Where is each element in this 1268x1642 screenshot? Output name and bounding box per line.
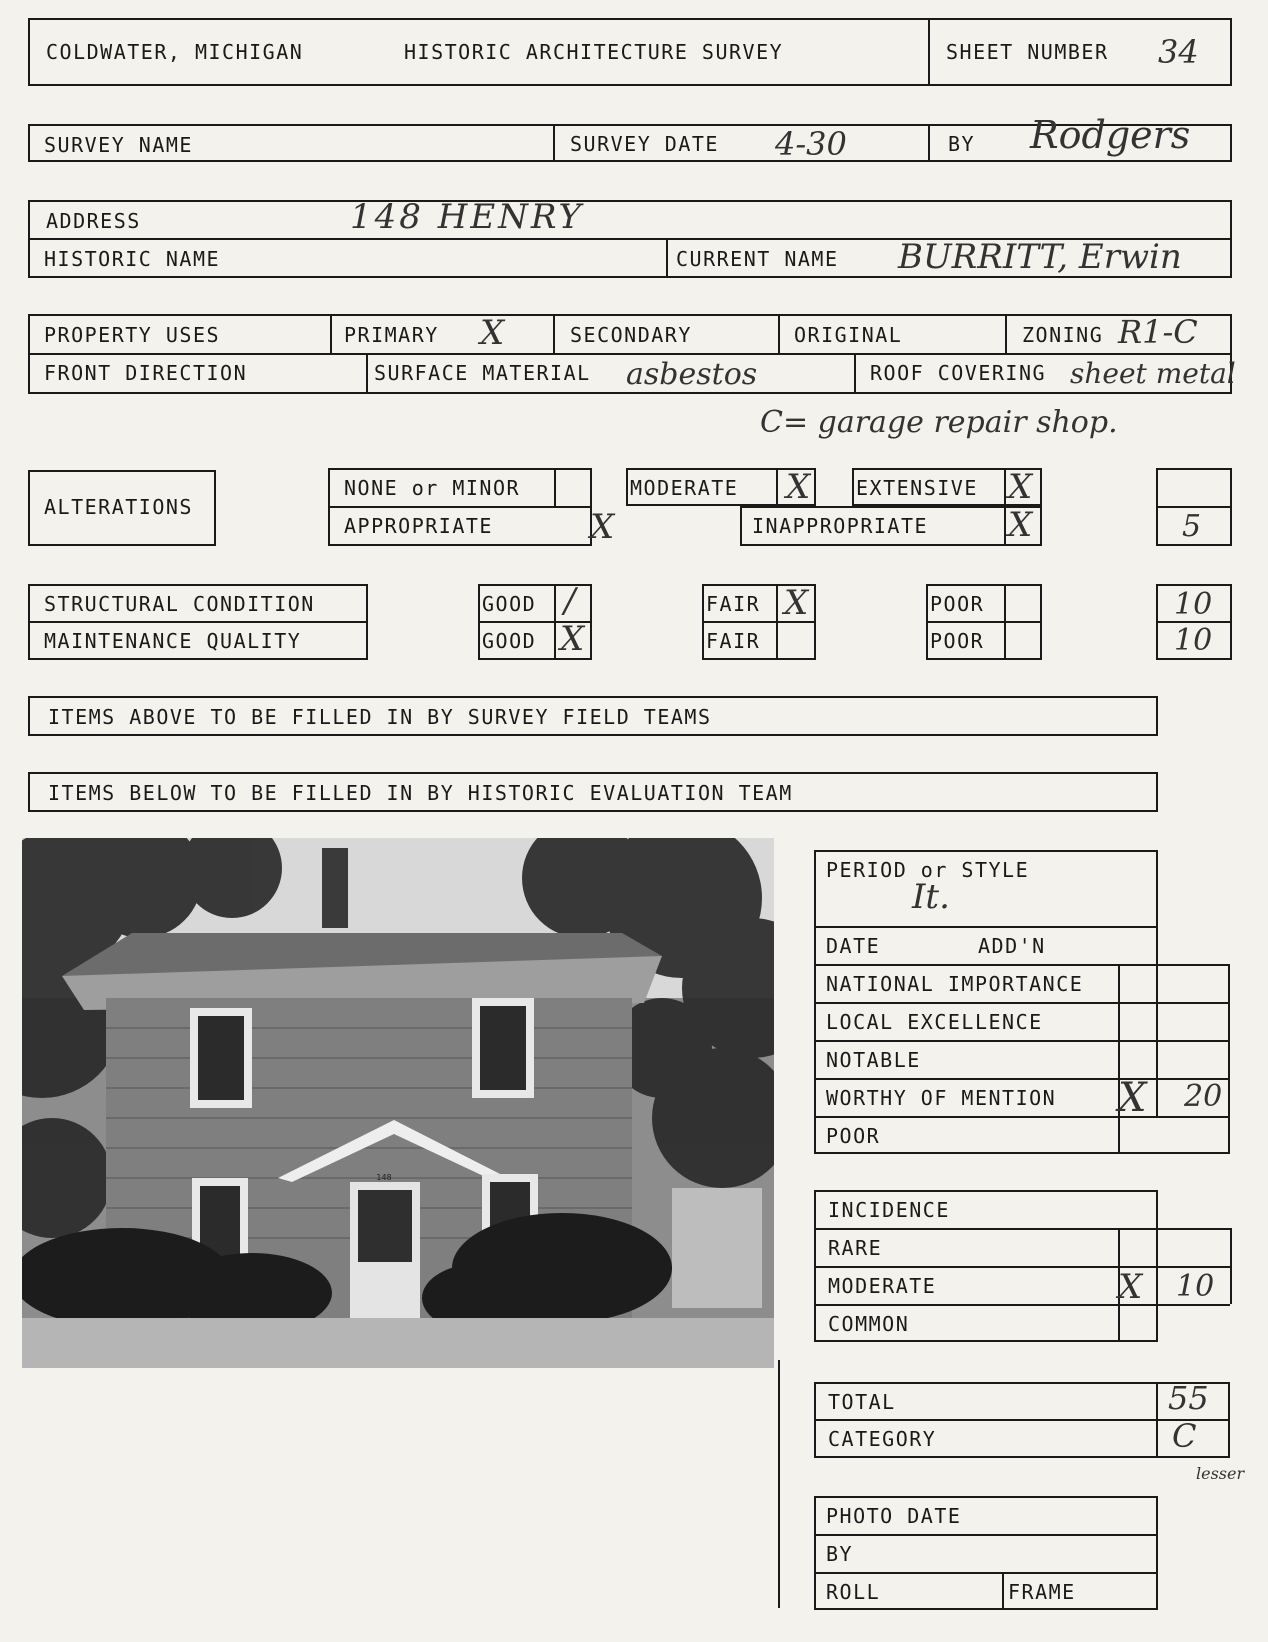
primary-mark: X — [480, 313, 505, 353]
house-number-plate: 148 — [376, 1173, 392, 1182]
worthy-score: 20 — [1184, 1079, 1223, 1114]
extensive-label: EXTENSIVE — [856, 476, 978, 500]
category-label: CATEGORY — [828, 1427, 937, 1451]
moderate-alt-mark: X — [786, 467, 811, 507]
by-label: BY — [948, 132, 976, 156]
eval-col-2 — [1156, 964, 1158, 1116]
maintenance-good-mark: X — [560, 619, 585, 659]
none-minor-label: NONE or MINOR — [344, 476, 521, 500]
eval-row-5 — [814, 1078, 1230, 1080]
house-photo — [22, 838, 774, 1368]
inappropriate-label: INAPPROPRIATE — [752, 514, 929, 538]
category-value: C — [1172, 1417, 1197, 1455]
structural-fair-mark: X — [784, 583, 809, 623]
alterations-score-divider — [1156, 506, 1232, 508]
appropriate-label: APPROPRIATE — [344, 514, 493, 538]
roof-covering-value: sheet metal — [1070, 357, 1236, 390]
zoning-note: C= garage repair shop. — [760, 405, 1118, 440]
alterations-row-divider — [328, 506, 592, 508]
structural-good-mark: / — [564, 581, 576, 621]
eval-open-corner — [1158, 850, 1232, 964]
condition-divider — [28, 621, 368, 623]
eval-row-4 — [814, 1040, 1230, 1042]
sheet-number-label: SHEET NUMBER — [946, 40, 1109, 64]
local-excellence-label: LOCAL EXCELLENCE — [826, 1010, 1043, 1034]
worthy-mark: X — [1118, 1075, 1147, 1121]
addn-label: ADD'N — [978, 934, 1046, 958]
maintenance-good-label: GOOD — [482, 629, 537, 653]
moderate-alt-label: MODERATE — [630, 476, 739, 500]
incidence-label: INCIDENCE — [828, 1198, 950, 1222]
primary-label: PRIMARY — [344, 323, 439, 347]
photo-panel-right-edge — [778, 1360, 780, 1608]
roll-frame-divider — [1002, 1572, 1004, 1610]
maintenance-fair-label: FAIR — [706, 629, 761, 653]
alterations-label: ALTERATIONS — [44, 495, 193, 519]
inc-col-right — [1230, 1228, 1232, 1304]
current-name-label: CURRENT NAME — [676, 247, 839, 271]
address-value: 148 HENRY — [350, 197, 584, 237]
none-checkbox-line — [554, 468, 556, 506]
city-label: COLDWATER, MICHIGAN — [46, 40, 304, 64]
historic-name-label: HISTORIC NAME — [44, 247, 221, 271]
address-label: ADDRESS — [46, 209, 141, 233]
form-title: HISTORIC ARCHITECTURE SURVEY — [404, 40, 784, 64]
property-col-4 — [1005, 314, 1007, 353]
moderate-checkbox-line — [776, 468, 778, 506]
incidence-moderate-label: MODERATE — [828, 1274, 937, 1298]
maintenance-quality-label: MAINTENANCE QUALITY — [44, 629, 302, 653]
survey-divider-1 — [553, 124, 555, 162]
photo-info-row-2 — [814, 1572, 1158, 1574]
secondary-label: SECONDARY — [570, 323, 692, 347]
property-divider — [28, 353, 1232, 355]
totals-divider — [814, 1419, 1230, 1421]
zoning-label: ZONING — [1022, 323, 1104, 347]
eval-row-2 — [814, 964, 1230, 966]
current-name-divider — [666, 238, 668, 278]
property-col-3 — [778, 314, 780, 353]
structural-good-label: GOOD — [482, 592, 537, 616]
front-direction-label: FRONT DIRECTION — [44, 361, 248, 385]
inappropriate-checkbox-line — [1004, 506, 1006, 546]
total-label: TOTAL — [828, 1390, 896, 1414]
property-col-2 — [553, 314, 555, 353]
eval-date-label: DATE — [826, 934, 881, 958]
poor-checkbox-line — [1004, 584, 1006, 660]
eval-col-1 — [1118, 964, 1120, 1154]
current-name-value: BURRITT, Erwin — [898, 237, 1182, 277]
roof-covering-label: ROOF COVERING — [870, 361, 1047, 385]
sheet-number-value: 34 — [1158, 33, 1199, 71]
alterations-score: 5 — [1182, 509, 1202, 544]
original-label: ORIGINAL — [794, 323, 903, 347]
appropriate-mark: X — [590, 507, 615, 547]
roll-label: ROLL — [826, 1580, 881, 1604]
structural-poor-label: POOR — [930, 592, 985, 616]
period-style-value: It. — [912, 877, 950, 917]
maintenance-poor-label: POOR — [930, 629, 985, 653]
extensive-mark: X — [1008, 467, 1033, 507]
inappropriate-mark: X — [1008, 505, 1033, 545]
national-importance-label: NATIONAL IMPORTANCE — [826, 972, 1084, 996]
incidence-moderate-score: 10 — [1176, 1269, 1215, 1304]
period-style-label: PERIOD or STYLE — [826, 858, 1030, 882]
property-col-6 — [854, 353, 856, 394]
photo-date-label: PHOTO DATE — [826, 1504, 962, 1528]
common-label: COMMON — [828, 1312, 910, 1336]
inc-row-2 — [814, 1266, 1230, 1268]
survey-date-value: 4-30 — [775, 125, 847, 163]
frame-label: FRAME — [1008, 1580, 1076, 1604]
incidence-moderate-mark: X — [1118, 1267, 1143, 1307]
surface-material-value: asbestos — [626, 357, 758, 392]
evaluation-team-note: ITEMS BELOW TO BE FILLED IN BY HISTORIC EVALUATION TEAM — [48, 781, 793, 805]
header-divider — [928, 18, 930, 86]
property-uses-label: PROPERTY USES — [44, 323, 221, 347]
eval-row-6 — [814, 1116, 1230, 1118]
by-value: Rodgers — [1030, 113, 1191, 157]
photo-by-label: BY — [826, 1542, 854, 1566]
survey-divider-2 — [928, 124, 930, 162]
inc-row-3 — [814, 1304, 1230, 1306]
structural-fair-label: FAIR — [706, 592, 761, 616]
extensive-checkbox-line — [1004, 468, 1006, 506]
totals-col — [1156, 1382, 1158, 1458]
photo-info-row-1 — [814, 1534, 1158, 1536]
category-note: lesser — [1196, 1464, 1245, 1483]
structural-score: 10 — [1174, 587, 1213, 622]
zoning-value: R1-C — [1118, 313, 1198, 351]
total-value: 55 — [1168, 1379, 1209, 1417]
eval-poor-label: POOR — [826, 1124, 881, 1148]
structural-condition-label: STRUCTURAL CONDITION — [44, 592, 315, 616]
survey-date-label: SURVEY DATE — [570, 132, 719, 156]
survey-name-label: SURVEY NAME — [44, 133, 193, 157]
poor-divider — [926, 621, 1042, 623]
surface-material-label: SURFACE MATERIAL — [374, 361, 591, 385]
eval-top-right-edge — [1156, 850, 1158, 964]
field-team-note: ITEMS ABOVE TO BE FILLED IN BY SURVEY FIELD TEAMS — [48, 705, 712, 729]
fair-checkbox-line — [776, 584, 778, 660]
property-col-5 — [366, 353, 368, 394]
maintenance-score: 10 — [1174, 623, 1213, 658]
inc-row-1 — [814, 1228, 1230, 1230]
good-checkbox-line — [554, 584, 556, 660]
notable-label: NOTABLE — [826, 1048, 921, 1072]
property-col-1 — [330, 314, 332, 353]
worthy-of-mention-label: WORTHY OF MENTION — [826, 1086, 1057, 1110]
eval-row-3 — [814, 1002, 1230, 1004]
rare-label: RARE — [828, 1236, 883, 1260]
